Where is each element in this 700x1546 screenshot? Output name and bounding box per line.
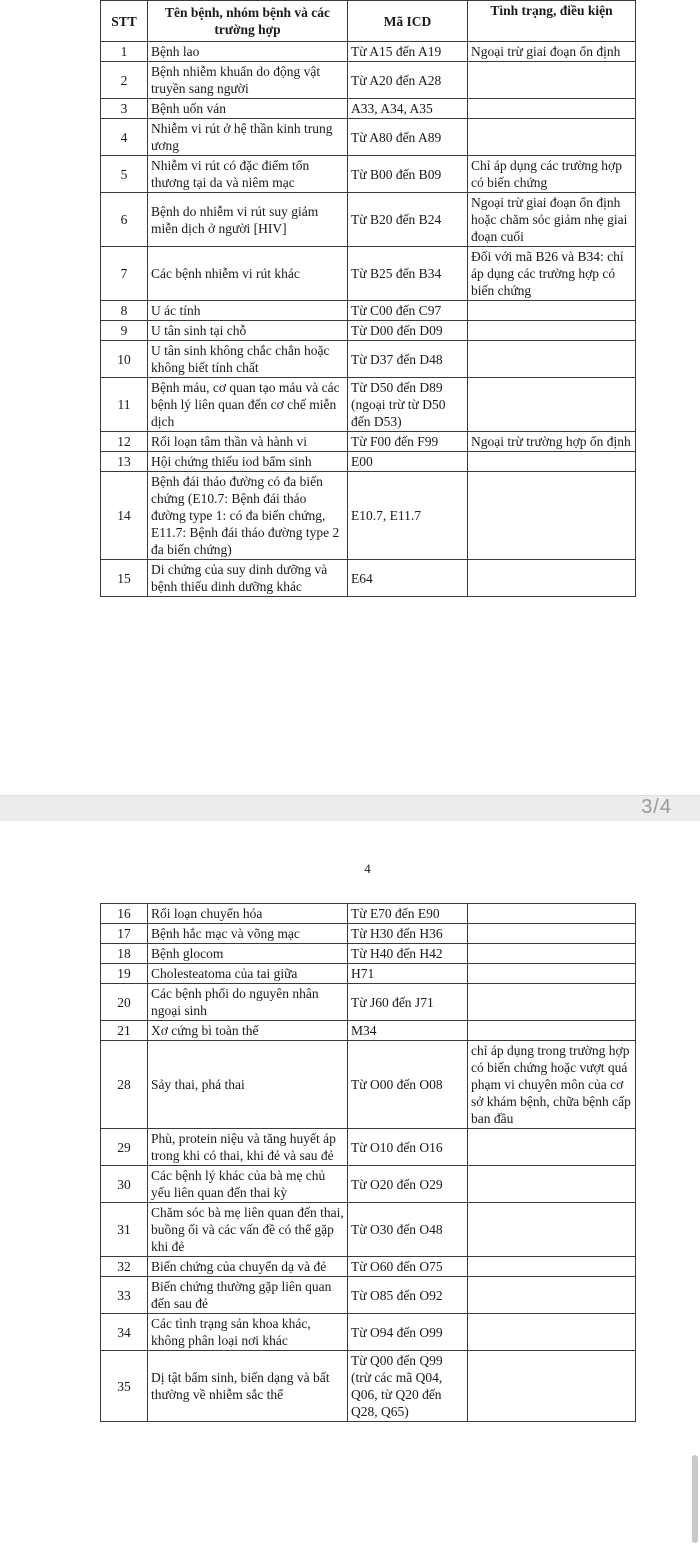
row-condition [468,944,636,964]
table-row [101,1314,636,1351]
page-separator [0,795,700,822]
row-icd-code: Từ A20 đến A28 [348,62,468,99]
row-condition [468,1203,636,1257]
table-header-row [101,1,636,42]
row-disease-name: Phù, protein niệu và tăng huyết áp trong khi có thai, khi đẻ và sau đẻ [148,1129,348,1166]
row-stt: 1 [101,42,148,62]
row-icd-code: Từ D37 đến D48 [348,341,468,378]
table-row [101,156,636,193]
row-stt: 19 [101,964,148,984]
row-disease-name: Bệnh glocom [148,944,348,964]
table-row [101,1277,636,1314]
row-condition [468,99,636,119]
row-disease-name: Các bệnh phổi do nguyên nhân ngoại sinh [148,984,348,1021]
table-row [101,321,636,341]
row-icd-code: Từ D00 đến D09 [348,321,468,341]
row-disease-name: Các bệnh nhiễm vi rút khác [148,247,348,301]
row-stt: 21 [101,1021,148,1041]
row-disease-name: Rối loạn tâm thần và hành vi [148,432,348,452]
row-stt: 9 [101,321,148,341]
scrollbar-thumb[interactable] [692,1455,698,1543]
row-stt: 31 [101,1203,148,1257]
row-condition: Ngoại trừ giai đoạn ổn định hoặc chăm sóc giảm nhẹ giai đoạn cuối [468,193,636,247]
row-disease-name: Di chứng của suy dinh dưỡng và bệnh thiếu dinh dưỡng khác [148,560,348,597]
row-icd-code: Từ O60 đến O75 [348,1257,468,1277]
row-stt: 5 [101,156,148,193]
row-icd-code: Từ F00 đến F99 [348,432,468,452]
row-disease-name: Biến chứng của chuyển dạ và đẻ [148,1257,348,1277]
row-stt: 34 [101,1314,148,1351]
row-disease-name: Dị tật bẩm sinh, biến dạng và bất thường về nhiễm sắc thể [148,1351,348,1422]
table-row [101,193,636,247]
row-stt: 20 [101,984,148,1021]
row-condition [468,119,636,156]
row-stt: 18 [101,944,148,964]
row-icd-code: Từ O10 đến O16 [348,1129,468,1166]
row-condition: Ngoại trừ trường hợp ổn định [468,432,636,452]
row-icd-code: Từ A80 đến A89 [348,119,468,156]
row-disease-name: Xơ cứng bì toàn thể [148,1021,348,1041]
row-stt: 16 [101,904,148,924]
table-row [101,42,636,62]
row-disease-name: Cholesteatoma của tai giữa [148,964,348,984]
table-row [101,247,636,301]
row-icd-code: Từ J60 đến J71 [348,984,468,1021]
row-stt: 7 [101,247,148,301]
table-row [101,984,636,1021]
row-icd-code: H71 [348,964,468,984]
table-row [101,452,636,472]
row-disease-name: Các tình trạng sản khoa khác, không phân loại nơi khác [148,1314,348,1351]
disease-table-page-3 [100,0,636,597]
disease-table-page-4 [100,903,636,1422]
row-condition [468,1166,636,1203]
row-icd-code: A33, A34, A35 [348,99,468,119]
row-disease-name: Bệnh hắc mạc và võng mạc [148,924,348,944]
row-icd-code: M34 [348,1021,468,1041]
row-condition [468,1021,636,1041]
row-stt: 30 [101,1166,148,1203]
row-stt: 28 [101,1041,148,1129]
table-row [101,560,636,597]
row-disease-name: U tân sinh tại chỗ [148,321,348,341]
document-page-4 [0,821,700,1546]
row-condition [468,1277,636,1314]
header-disease-name: Tên bệnh, nhóm bệnh và các trường hợp [148,1,348,42]
row-disease-name: Bệnh nhiễm khuẩn do động vật truyền sang người [148,62,348,99]
table-row [101,119,636,156]
table-row [101,472,636,560]
row-icd-code: Từ H40 đến H42 [348,944,468,964]
row-condition [468,341,636,378]
row-icd-code: E10.7, E11.7 [348,472,468,560]
row-icd-code: Từ O94 đến O99 [348,1314,468,1351]
row-disease-name: Các bệnh lý khác của bà mẹ chủ yếu liên quan đến thai kỳ [148,1166,348,1203]
row-stt: 3 [101,99,148,119]
header-stt: STT [101,1,148,42]
row-disease-name: Chăm sóc bà mẹ liên quan đến thai, buồng ối và các vấn đề có thể gặp khi đẻ [148,1203,348,1257]
row-condition [468,472,636,560]
row-condition: Ngoại trừ giai đoạn ổn định [468,42,636,62]
table-row [101,924,636,944]
row-disease-name: Nhiễm vi rút có đặc điểm tổn thương tại da và niêm mạc [148,156,348,193]
row-condition [468,924,636,944]
row-icd-code: Từ O20 đến O29 [348,1166,468,1203]
table-row [101,1021,636,1041]
row-disease-name: Bệnh đái tháo đường có đa biến chứng (E10.7: Bệnh đái tháo đường type 1: có đa biến chứng, E11.7: Bệnh đái tháo đường type 2 đa biến chứng) [148,472,348,560]
table-row [101,1041,636,1129]
row-icd-code: E00 [348,452,468,472]
row-condition [468,984,636,1021]
row-icd-code: Từ H30 đến H36 [348,924,468,944]
row-disease-name: Rối loạn chuyển hóa [148,904,348,924]
row-condition [468,904,636,924]
row-icd-code: Từ O85 đến O92 [348,1277,468,1314]
row-condition [468,301,636,321]
table-row [101,378,636,432]
row-stt: 10 [101,341,148,378]
row-icd-code: Từ A15 đến A19 [348,42,468,62]
row-icd-code: Từ B00 đến B09 [348,156,468,193]
row-condition: Chỉ áp dụng các trường hợp có biến chứng [468,156,636,193]
page-counter: 3/4 [641,796,672,818]
row-stt: 13 [101,452,148,472]
row-icd-code: Từ O30 đến O48 [348,1203,468,1257]
row-disease-name: Bệnh uốn ván [148,99,348,119]
row-icd-code: Từ C00 đến C97 [348,301,468,321]
row-disease-name: Bệnh lao [148,42,348,62]
row-stt: 12 [101,432,148,452]
table-row [101,62,636,99]
row-stt: 32 [101,1257,148,1277]
row-condition [468,321,636,341]
row-stt: 11 [101,378,148,432]
row-disease-name: Bệnh do nhiễm vi rút suy giảm miễn dịch ở người [HIV] [148,193,348,247]
row-condition [468,1257,636,1277]
row-condition: Đối với mã B26 và B34: chỉ áp dụng các trường hợp có biến chứng [468,247,636,301]
table-row [101,1203,636,1257]
row-condition [468,560,636,597]
header-condition: Tình trạng, điều kiện [468,1,636,42]
row-icd-code: E64 [348,560,468,597]
table-row [101,944,636,964]
row-icd-code: Từ D50 đến D89 (ngoại trừ từ D50 đến D53) [348,378,468,432]
page-number: 4 [364,861,371,876]
row-stt: 35 [101,1351,148,1422]
row-stt: 14 [101,472,148,560]
table-row [101,301,636,321]
table-row [101,1166,636,1203]
row-stt: 4 [101,119,148,156]
row-condition [468,964,636,984]
table-row [101,99,636,119]
row-condition [468,452,636,472]
table-row [101,1257,636,1277]
row-icd-code: Từ B20 đến B24 [348,193,468,247]
row-disease-name: Sảy thai, phá thai [148,1041,348,1129]
row-stt: 2 [101,62,148,99]
row-stt: 8 [101,301,148,321]
row-condition [468,62,636,99]
row-stt: 29 [101,1129,148,1166]
row-condition [468,1351,636,1422]
row-condition: chỉ áp dụng trong trường hợp có biến chứng hoặc vượt quá phạm vi chuyên môn của cơ sở khám bệnh, chữa bệnh cấp ban đầu [468,1041,636,1129]
row-icd-code: Từ Q00 đến Q99 (trừ các mã Q04, Q06, từ Q20 đến Q28, Q65) [348,1351,468,1422]
row-condition [468,1314,636,1351]
header-icd-code: Mã ICD [348,1,468,42]
row-stt: 33 [101,1277,148,1314]
row-disease-name: Biến chứng thường gặp liên quan đến sau đẻ [148,1277,348,1314]
row-icd-code: Từ O00 đến O08 [348,1041,468,1129]
table-row [101,432,636,452]
row-stt: 15 [101,560,148,597]
row-stt: 17 [101,924,148,944]
table-row [101,964,636,984]
row-stt: 6 [101,193,148,247]
table-row [101,904,636,924]
row-disease-name: Hội chứng thiếu iod bẩm sinh [148,452,348,472]
row-disease-name: U tân sinh không chắc chắn hoặc không biết tính chất [148,341,348,378]
row-icd-code: Từ E70 đến E90 [348,904,468,924]
row-condition [468,378,636,432]
row-condition [468,1129,636,1166]
table-row [101,1129,636,1166]
row-disease-name: U ác tính [148,301,348,321]
row-disease-name: Nhiễm vi rút ở hệ thần kinh trung ương [148,119,348,156]
row-icd-code: Từ B25 đến B34 [348,247,468,301]
row-disease-name: Bệnh máu, cơ quan tạo máu và các bệnh lý liên quan đến cơ chế miễn dịch [148,378,348,432]
table-row [101,341,636,378]
table-row [101,1351,636,1422]
